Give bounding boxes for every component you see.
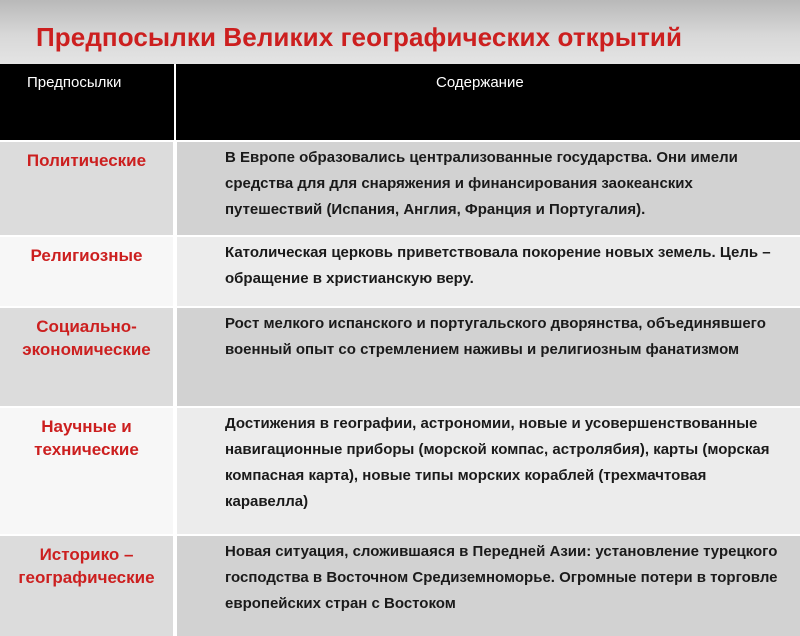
header-content: Содержание xyxy=(175,64,800,141)
category-scientific-technical: Научные и технические xyxy=(0,407,175,535)
content-historical-geographic: Новая ситуация, сложившаяся в Передней Азии: установление турецкого господства в Восточном Средиземноморье. Огромные потери в торговле европейских стран с Востоком xyxy=(175,535,800,636)
title-bar xyxy=(0,0,800,64)
prerequisites-table xyxy=(0,64,800,636)
category-political: Политические xyxy=(0,141,175,236)
content-political: В Европе образовались централизованные государства. Они имели средства для для снаряжения и финансирования заокеанских путешествий (Испания, Англия, Франция и Португалия). xyxy=(175,141,800,236)
table-row xyxy=(0,407,800,535)
category-religious: Религиозные xyxy=(0,236,175,307)
table-header-row xyxy=(0,64,800,141)
content-scientific-technical: Достижения в географии, астрономии, новые и усовершенствованные навигационные приборы (морской компас, астролябия), карты (морская компасная карта), новые типы морских кораблей (трехмачтовая каравелла) xyxy=(175,407,800,535)
content-religious: Католическая церковь приветствовала покорение новых земель. Цель – обращение в христианскую веру. xyxy=(175,236,800,307)
slide-title: Предпосылки Великих географических открытий xyxy=(36,22,683,52)
table-row xyxy=(0,141,800,236)
category-historical-geographic: Историко – географические xyxy=(0,535,175,636)
category-socio-economic: Социально-экономические xyxy=(0,307,175,407)
table-row xyxy=(0,236,800,307)
content-socio-economic: Рост мелкого испанского и португальского дворянства, объединявшего военный опыт со стремлением наживы и религиозным фанатизмом xyxy=(175,307,800,407)
header-prerequisites: Предпосылки xyxy=(0,64,175,141)
table-row xyxy=(0,535,800,636)
table-row xyxy=(0,307,800,407)
